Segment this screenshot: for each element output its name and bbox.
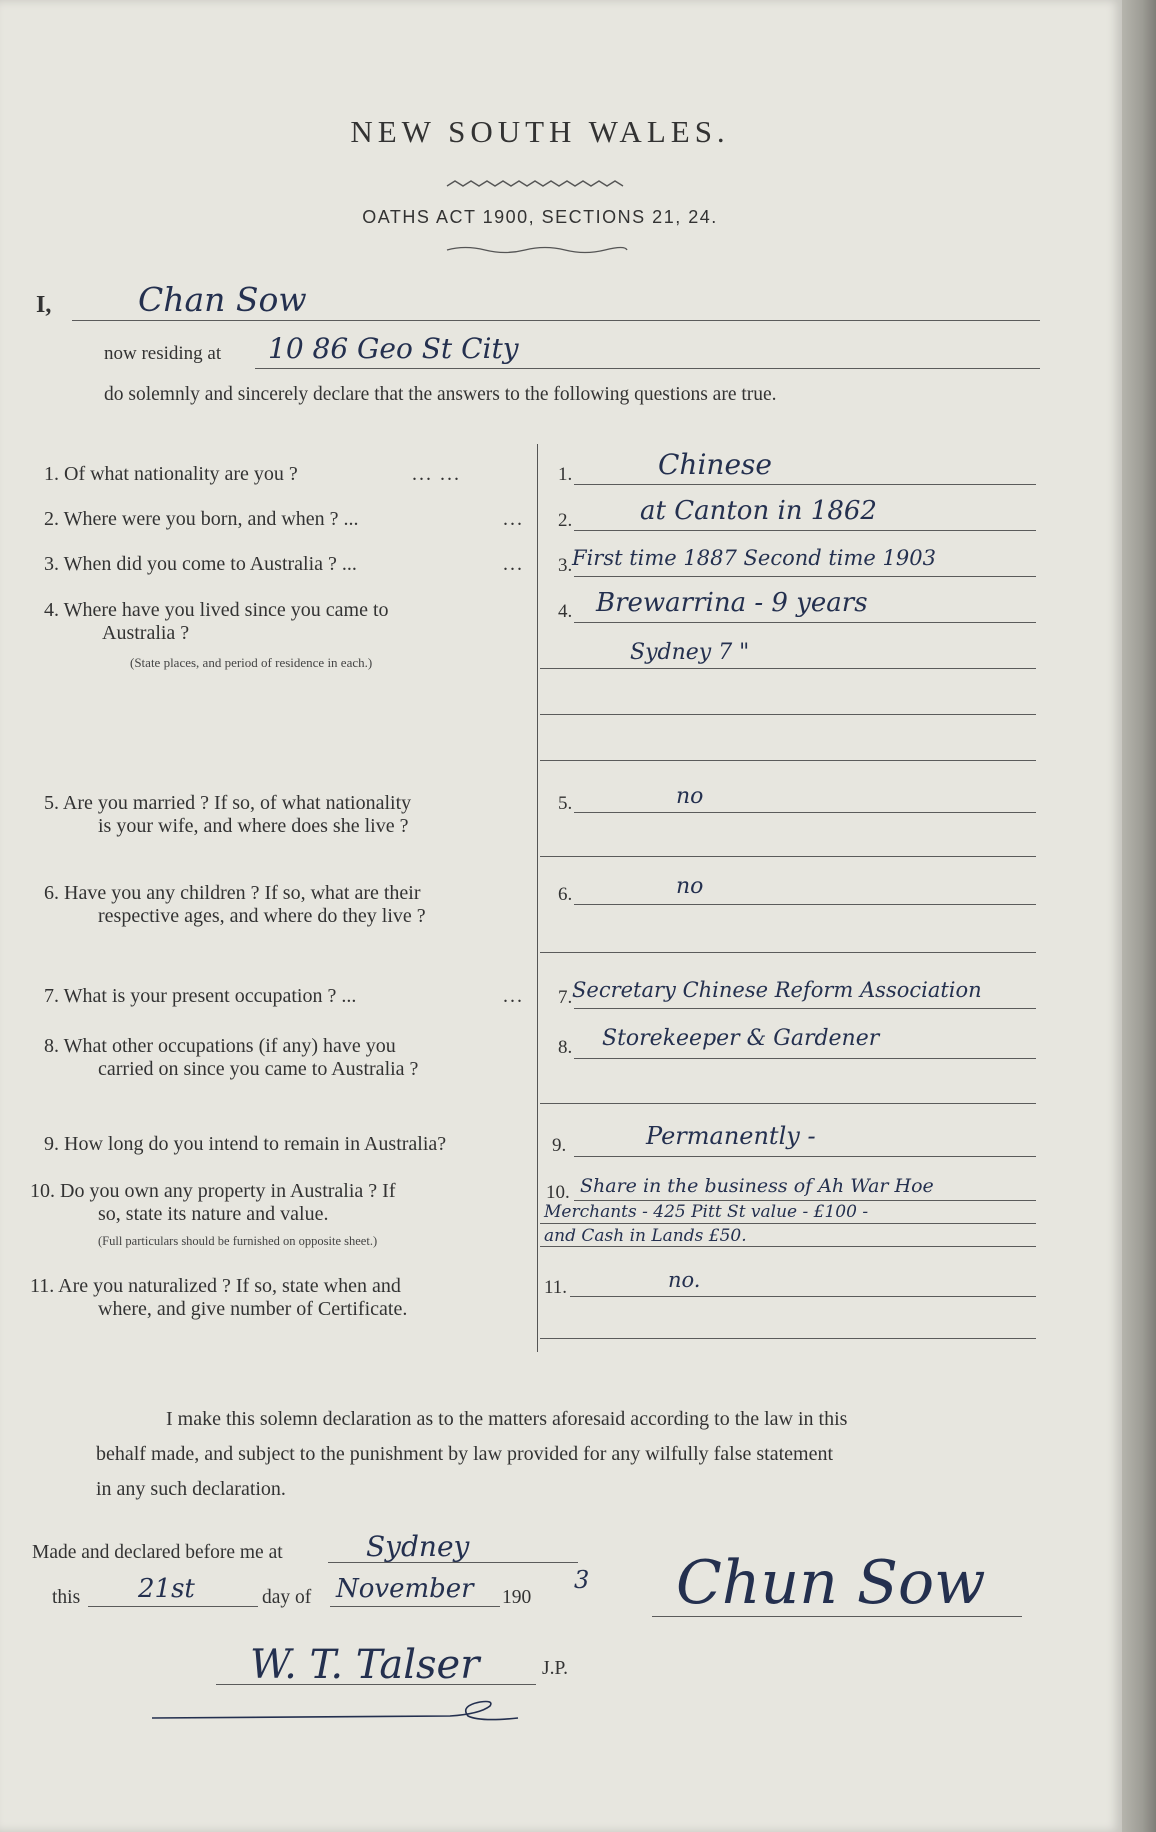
declarant-signature: Chun Sow	[676, 1548, 986, 1618]
question-2: 2. Where were you born, and when ? ...	[44, 508, 359, 530]
jp-label: J.P.	[542, 1658, 569, 1679]
question-6: 6. Have you any children ? If so, what are their respective ages, and where do they live ?	[44, 882, 426, 927]
question-5: 5. Are you married ? If so, of what nationality is your wife, and where does she live ?	[44, 792, 412, 837]
answer-6-number: 6.	[558, 884, 573, 905]
day-line	[88, 1606, 258, 1607]
answer-8-line	[574, 1058, 1036, 1059]
subtitle-flourish	[445, 244, 629, 254]
made-declared-label: Made and declared before me at	[32, 1542, 283, 1563]
answer-2-number: 2.	[558, 510, 573, 531]
question-2-dots: ...	[503, 508, 524, 530]
answer-4-number: 4.	[558, 601, 573, 622]
declaration-intro: do solemnly and sincerely declare that the answers to the following questions are true.	[104, 384, 777, 405]
declarant-signature-line	[652, 1616, 1022, 1617]
residing-label: now residing at	[104, 343, 222, 364]
answer-9: Permanently -	[646, 1122, 816, 1150]
question-10-note: (Full particulars should be furnished on opposite sheet.)	[98, 1234, 378, 1248]
question-9: 9. How long do you intend to remain in Australia?	[44, 1133, 447, 1155]
answer-2: at Canton in 1862	[640, 496, 877, 526]
answer-5-line-2-rule	[540, 856, 1036, 857]
answer-1-line	[574, 484, 1036, 485]
question-3: 3. When did you come to Australia ? ...	[44, 553, 357, 575]
residence-address: 10 86 Geo St City	[268, 332, 519, 365]
answer-5-number: 5.	[558, 793, 573, 814]
this-label: this	[52, 1587, 81, 1608]
answer-6: no	[676, 874, 704, 899]
answer-7-line	[574, 1008, 1036, 1009]
answer-2-line	[574, 530, 1036, 531]
answer-3-line	[574, 576, 1036, 577]
answer-3-number: 3.	[558, 555, 573, 576]
answer-9-line	[574, 1156, 1036, 1157]
name-line	[72, 320, 1040, 321]
answer-9-number: 9.	[552, 1135, 567, 1156]
declared-place: Sydney	[366, 1530, 470, 1563]
answer-4-line-2-rule	[540, 668, 1036, 669]
page-subtitle: OATHS ACT 1900, SECTIONS 21, 24.	[362, 207, 718, 227]
answer-6-line	[574, 904, 1036, 905]
answer-10-line-3-rule	[540, 1246, 1036, 1247]
month-line	[330, 1606, 500, 1607]
residence-line	[255, 368, 1040, 369]
question-1-dots: ... ...	[412, 463, 461, 485]
question-4: 4. Where have you lived since you came to Australia ?	[44, 599, 389, 644]
question-11: 11. Are you naturalized ? If so, state when and where, and give number of Certificate.	[30, 1275, 408, 1320]
answer-7: Secretary Chinese Reform Association	[572, 978, 982, 1002]
column-divider	[537, 444, 538, 1352]
question-3-dots: ...	[503, 553, 524, 575]
answer-11-line-2-rule	[540, 1338, 1036, 1339]
page-title: NEW SOUTH WALES.	[350, 114, 730, 149]
question-10: 10. Do you own any property in Australia ? If so, state its nature and value.	[30, 1180, 396, 1225]
answer-4-line	[574, 622, 1036, 623]
answer-8: Storekeeper & Gardener	[602, 1026, 880, 1051]
answer-8-line-2-rule	[540, 1103, 1036, 1104]
answer-5-line	[574, 812, 1036, 813]
answer-4-line-4-rule	[540, 760, 1036, 761]
answer-10-line	[574, 1200, 1036, 1201]
answer-4-line-3-rule	[540, 714, 1036, 715]
answer-1-number: 1.	[558, 464, 573, 485]
jp-signature: W. T. Talser	[250, 1642, 480, 1688]
answer-11-line	[570, 1296, 1036, 1297]
closing-statement: I make this solemn declaration as to the matters aforesaid according to the law in this behalf made, and subject to the punishment by law provided for any wilfully false statement in any such declaration.	[96, 1408, 848, 1500]
question-7: 7. What is your present occupation ? ...	[44, 985, 357, 1007]
title-flourish	[445, 178, 629, 190]
answer-4-line-2: Sydney 7 "	[630, 640, 750, 665]
answer-8-number: 8.	[558, 1037, 573, 1058]
year-suffix: 3	[574, 1566, 590, 1594]
answer-7-number: 7.	[558, 987, 573, 1008]
answer-10: Share in the business of Ah War Hoe	[580, 1175, 934, 1197]
answer-1: Chinese	[658, 448, 772, 481]
declarant-name: Chan Sow	[138, 280, 307, 319]
jp-signature-flourish	[150, 1696, 520, 1724]
question-1: 1. Of what nationality are you ?	[44, 463, 298, 485]
answer-11: no.	[668, 1268, 701, 1292]
answer-10-line-3: and Cash in Lands £50.	[544, 1226, 747, 1246]
answer-10-number: 10.	[546, 1182, 570, 1203]
answer-4: Brewarrina - 9 years	[596, 588, 868, 618]
answer-10-line-2: Merchants - 425 Pitt St value - £100 -	[544, 1202, 869, 1222]
declared-month: November	[336, 1574, 474, 1604]
declared-day: 21st	[138, 1574, 195, 1604]
answer-10-line-2-rule	[540, 1223, 1036, 1224]
declarant-prefix: I,	[36, 292, 52, 318]
place-line	[328, 1562, 578, 1563]
day-of-label: day of	[262, 1587, 312, 1608]
question-7-dots: ...	[503, 985, 524, 1007]
year-prefix: 190	[502, 1587, 532, 1608]
answer-6-line-2-rule	[540, 952, 1036, 953]
answer-11-number: 11.	[544, 1277, 568, 1298]
question-8: 8. What other occupations (if any) have you carried on since you came to Australia ?	[44, 1035, 419, 1080]
answer-3: First time 1887 Second time 1903	[572, 546, 936, 570]
jp-line	[216, 1684, 536, 1685]
question-4-note: (State places, and period of residence in each.)	[130, 655, 373, 670]
answer-5: no	[676, 784, 704, 809]
page-edge	[1122, 0, 1156, 1832]
